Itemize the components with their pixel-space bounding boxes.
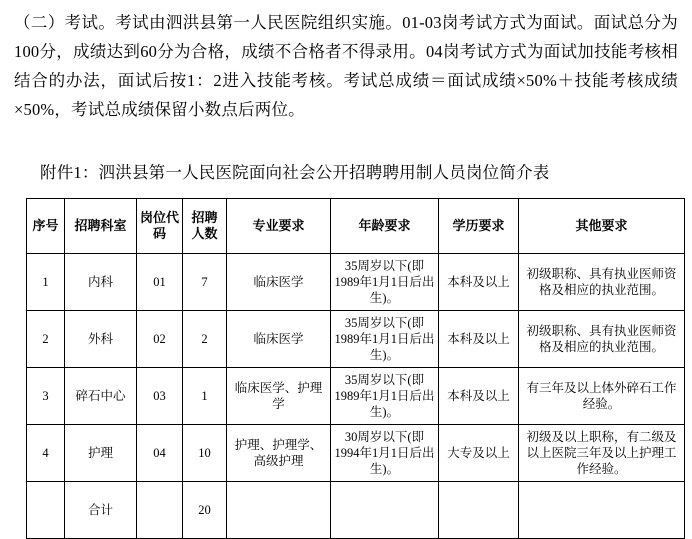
header-count: 招聘人数 <box>183 199 227 254</box>
total-empty-major <box>227 482 331 539</box>
attachment-title: 附件1：泗洪县第一人民医院面向社会公开招聘聘用制人员岗位简介表 <box>40 163 550 182</box>
table-total-row <box>27 482 685 539</box>
cell-code: 03 <box>137 368 183 425</box>
total-label: 合计 <box>65 482 137 539</box>
cell-education: 大专及以上 <box>439 425 519 482</box>
total-empty-education <box>439 482 519 539</box>
cell-major: 临床医学 <box>227 311 331 368</box>
cell-code: 02 <box>137 311 183 368</box>
cell-other: 初级及以上职称，有二级及以上医院三年及以上护理工作经验。 <box>519 425 685 482</box>
total-empty-no <box>27 482 65 539</box>
header-education: 学历要求 <box>439 199 519 254</box>
table-header-row <box>27 199 685 254</box>
cell-no: 2 <box>27 311 65 368</box>
cell-count: 10 <box>183 425 227 482</box>
cell-other: 初级职称、具有执业医师资格及相应的执业范围。 <box>519 254 685 311</box>
table-row <box>27 311 685 368</box>
cell-education: 本科及以上 <box>439 368 519 425</box>
cell-education: 本科及以上 <box>439 254 519 311</box>
cell-no: 3 <box>27 368 65 425</box>
total-count: 20 <box>183 482 227 539</box>
cell-major: 护理、护理学、高级护理 <box>227 425 331 482</box>
cell-other: 初级职称、具有执业医师资格及相应的执业范围。 <box>519 311 685 368</box>
cell-age: 30周岁以下(即1994年1月1日后出生)。 <box>331 425 439 482</box>
header-code: 岗位代码 <box>137 199 183 254</box>
exam-paragraph: （二）考试。考试由泗洪县第一人民医院组织实施。01-03岗考试方式为面试。面试总分为100分，成绩达到60分为合格，成绩不合格者不得录用。04岗考试方式为面试加技能考核相结合的办法，面试后按1：2进入技能考核。考试总成绩＝面试成绩×50%＋技能考核成绩×50%，考试总成绩保留小数点后两位。 <box>14 13 678 119</box>
total-empty-other <box>519 482 685 539</box>
table-row <box>27 368 685 425</box>
cell-dept: 碎石中心 <box>65 368 137 425</box>
header-major: 专业要求 <box>227 199 331 254</box>
cell-major: 临床医学 <box>227 254 331 311</box>
cell-other: 有三年及以上体外碎石工作经验。 <box>519 368 685 425</box>
cell-code: 04 <box>137 425 183 482</box>
cell-dept: 外科 <box>65 311 137 368</box>
cell-dept: 内科 <box>65 254 137 311</box>
header-no: 序号 <box>27 199 65 254</box>
table-row <box>27 425 685 482</box>
cell-major: 临床医学、护理学 <box>227 368 331 425</box>
cell-education: 本科及以上 <box>439 311 519 368</box>
job-positions-table <box>26 198 685 539</box>
cell-dept: 护理 <box>65 425 137 482</box>
cell-count: 1 <box>183 368 227 425</box>
table-row <box>27 254 685 311</box>
cell-age: 35周岁以下(即1989年1月1日后出生)。 <box>331 254 439 311</box>
cell-count: 7 <box>183 254 227 311</box>
cell-no: 1 <box>27 254 65 311</box>
header-age: 年龄要求 <box>331 199 439 254</box>
cell-code: 01 <box>137 254 183 311</box>
cell-no: 4 <box>27 425 65 482</box>
total-empty-age <box>331 482 439 539</box>
header-other: 其他要求 <box>519 199 685 254</box>
total-empty-code <box>137 482 183 539</box>
header-dept: 招聘科室 <box>65 199 137 254</box>
cell-count: 2 <box>183 311 227 368</box>
cell-age: 35周岁以下(即1989年1月1日后出生)。 <box>331 311 439 368</box>
cell-age: 35周岁以下(即1989年1月1日后出生)。 <box>331 368 439 425</box>
